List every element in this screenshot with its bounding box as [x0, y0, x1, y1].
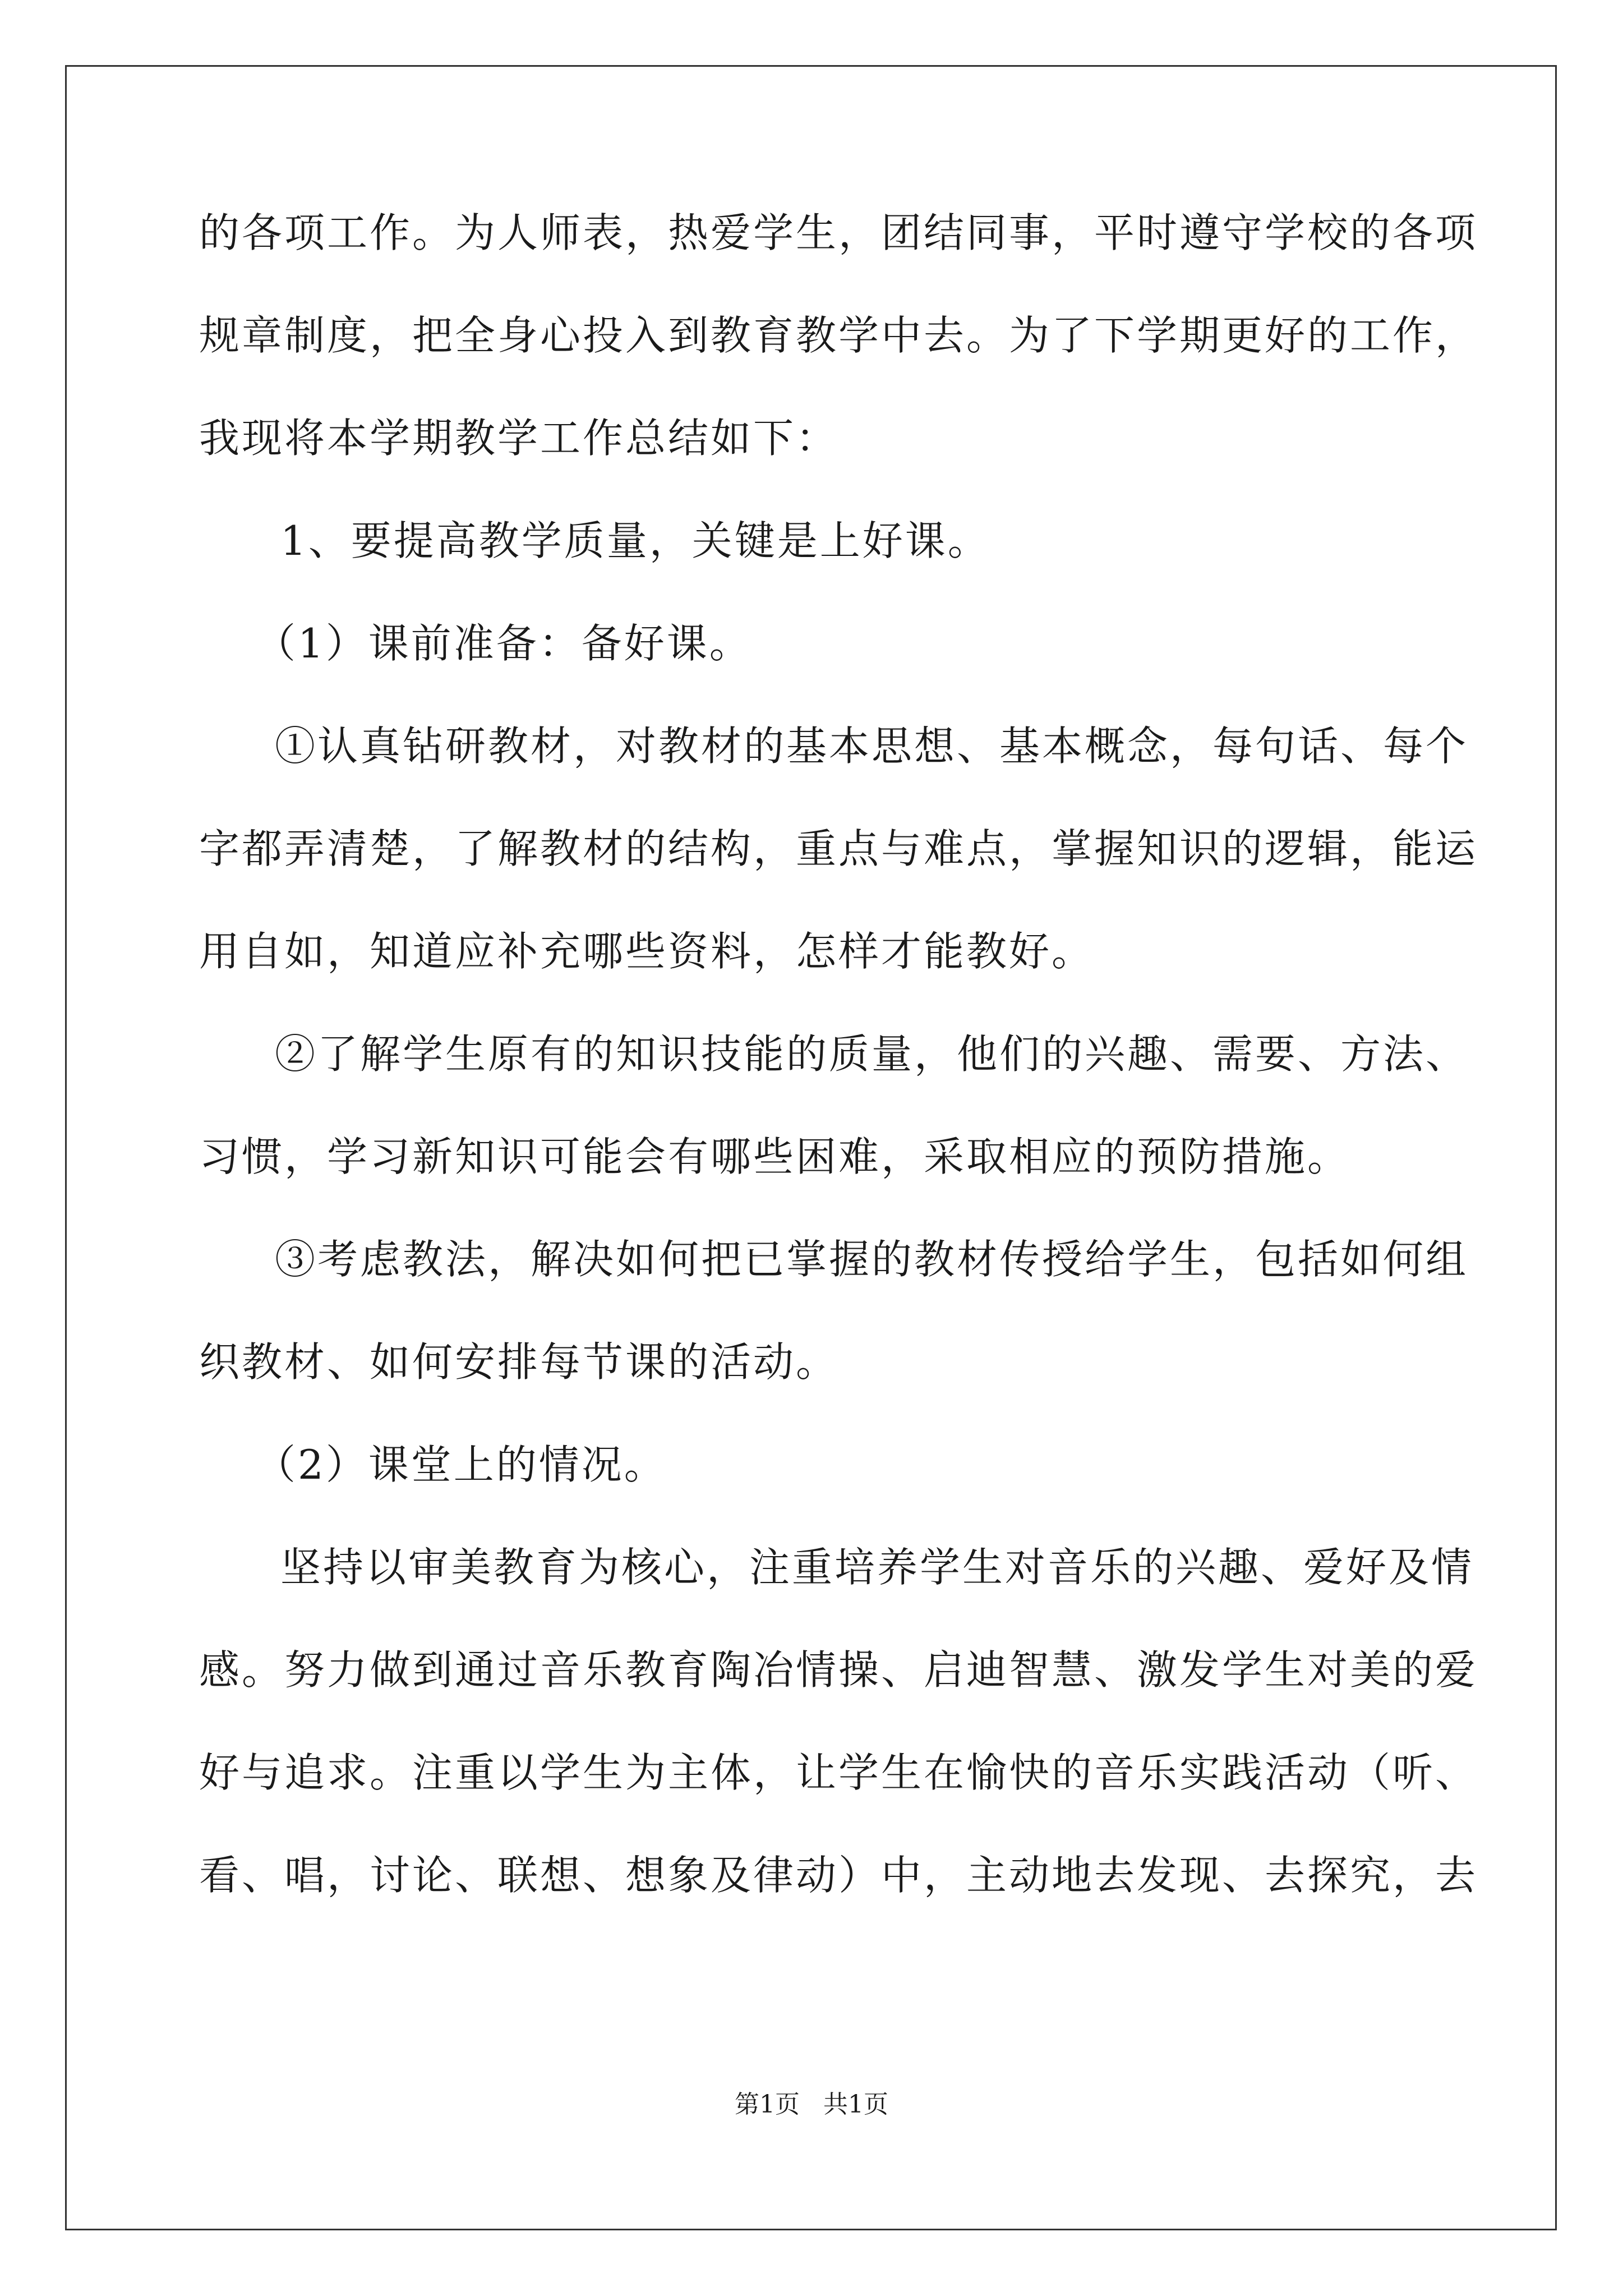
- text-line: 我现将本学期教学工作总结如下：: [199, 415, 839, 462]
- text-line: 1、要提高教学质量，关键是上好课。: [280, 517, 990, 564]
- page-number-footer: 第1页 共1页: [735, 2090, 888, 2119]
- text-line: 字都弄清楚，了解教材的结构，重点与难点，掌握知识的逻辑，能运: [199, 825, 1478, 872]
- text-line: 看、唱，讨论、联想、想象及律动）中，主动地去发现、去探究，去: [199, 1852, 1478, 1899]
- text-line: （2）课堂上的情况。: [255, 1441, 667, 1488]
- text-line: 感。努力做到通过音乐教育陶冶情操、启迪智慧、激发学生对美的爱: [199, 1646, 1478, 1694]
- text-line: 好与追求。注重以学生为主体，让学生在愉快的音乐实践活动（听、: [199, 1749, 1478, 1796]
- text-line: 规章制度，把全身心投入到教育教学中去。为了下学期更好的工作，: [199, 312, 1478, 359]
- text-line: 织教材、如何安排每节课的活动。: [199, 1338, 839, 1386]
- text-line: 的各项工作。为人师表，热爱学生，团结同事，平时遵守学校的各项: [199, 209, 1478, 256]
- text-line: ③考虑教法，解决如何把已掌握的教材传授给学生，包括如何组: [275, 1236, 1469, 1283]
- text-line: 习惯，学习新知识可能会有哪些困难，采取相应的预防措施。: [199, 1133, 1350, 1180]
- text-line: 坚持以审美教育为核心，注重培养学生对音乐的兴趣、爱好及情: [280, 1544, 1474, 1591]
- text-line: ①认真钻研教材，对教材的基本思想、基本概念，每句话、每个: [275, 723, 1469, 770]
- text-line: ②了解学生原有的知识技能的质量，他们的兴趣、需要、方法、: [275, 1030, 1469, 1078]
- text-line: 用自如，知道应补充哪些资料，怎样才能教好。: [199, 928, 1095, 975]
- text-line: （1）课前准备：备好课。: [255, 620, 752, 667]
